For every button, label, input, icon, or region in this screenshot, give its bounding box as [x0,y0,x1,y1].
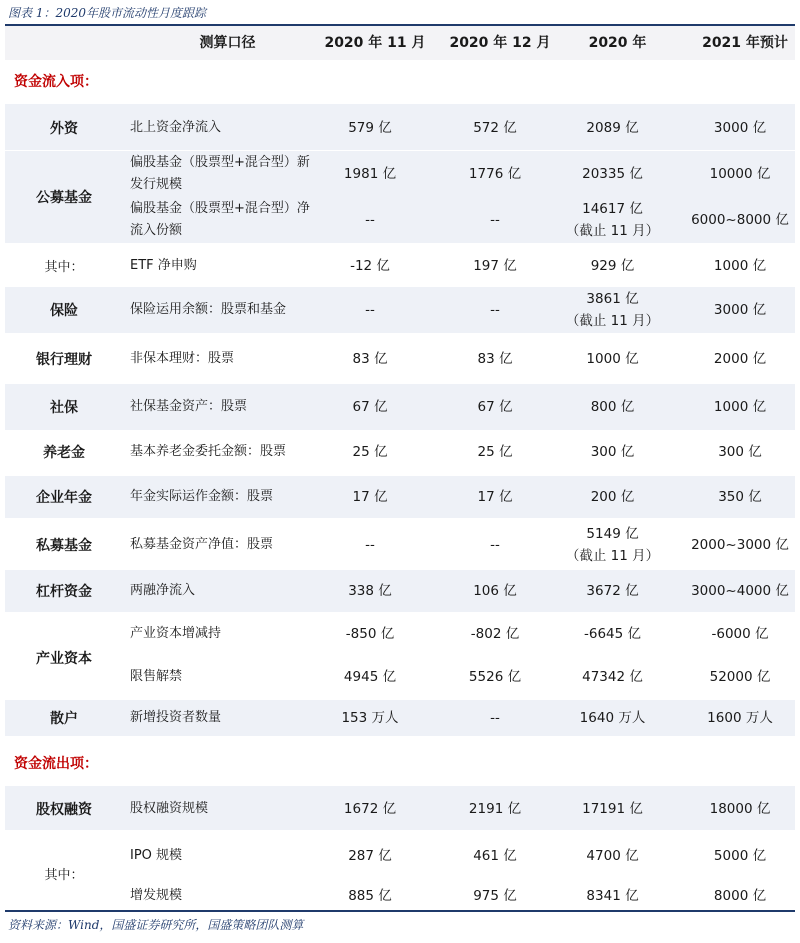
category-label: 社保 [50,400,78,416]
source-note: 资料来源：Wind，国盛证券研究所，国盛策略团队测算 [8,918,304,932]
value-year-note: （截止 11 月） [565,548,660,564]
table-caption: 图表 1：2020年股市流动性月度跟踪 [8,6,206,20]
value-nov: -850 亿 [345,626,395,642]
value-nov: 25 亿 [352,444,388,460]
metric-label: 偏股基金（股票型+混合型）新发行规模 [130,155,310,192]
value-nov: -12 亿 [350,258,390,274]
value-year: 3672 亿 [586,583,639,599]
value-year: 4700 亿 [586,848,639,864]
metric-label: 非保本理财：股票 [130,351,235,366]
value-year: 8341 亿 [586,888,639,904]
metric-label: 限售解禁 [130,669,183,684]
value-forecast: 3000 亿 [713,120,767,136]
value-dec: 83 亿 [477,351,513,367]
value-dec: 67 亿 [477,399,513,415]
category-label: 外资 [50,121,78,137]
value-dec: 572 亿 [473,120,517,136]
category-label: 产业资本 [36,651,92,667]
category-label: 散户 [50,711,78,727]
header-year-2020: 2020 年 [588,35,647,51]
value-year: 1640 万人 [579,710,646,726]
value-nov: 1672 亿 [343,801,397,817]
value-year-main: 5149 亿 [586,526,639,542]
metric-label: 偏股基金（股票型+混合型）净流入份额 [130,201,310,238]
value-forecast: 300 亿 [718,444,762,460]
value-year: 800 亿 [590,399,635,415]
value-year: 20335 亿 [582,166,643,182]
value-nov: 153 万人 [341,710,399,726]
value-forecast: 10000 亿 [709,166,771,182]
category-label: 保险 [50,303,78,319]
value-year-note: （截止 11 月） [565,223,660,239]
header-dec-2020: 2020 年 12 月 [449,35,551,51]
category-label: 银行理财 [36,352,92,368]
value-year: -6645 亿 [583,626,642,642]
value-dec: 975 亿 [473,888,517,904]
value-year [555,523,670,567]
value-dec: 461 亿 [473,848,517,864]
value-nov: -- [365,537,375,553]
value-forecast: 350 亿 [718,489,762,505]
metric-label: 增发规模 [130,888,183,903]
value-forecast: 1600 万人 [707,710,773,726]
header-forecast-2021: 2021 年预计 [702,35,788,51]
value-dec: 25 亿 [477,444,513,460]
category-label: 私募基金 [36,538,92,554]
value-year-main: 14617 亿 [582,201,643,217]
value-dec: 197 亿 [473,258,517,274]
inflow-section-title: 资金流入项： [14,74,98,90]
value-nov: 885 亿 [348,888,392,904]
metric-label: 股权融资规模 [130,801,209,816]
category-label: 企业年金 [36,490,92,506]
value-year [555,288,670,332]
value-year-note: （截止 11 月） [565,313,660,329]
metric-label: 社保基金资产：股票 [130,399,248,414]
metric-label: 基本养老金委托金额：股票 [130,444,287,459]
value-dec: -- [490,710,500,726]
value-forecast: 52000 亿 [709,669,771,685]
value-year: 300 亿 [590,444,635,460]
value-nov: 4945 亿 [343,669,397,685]
value-nov: 579 亿 [348,120,392,136]
table-header [5,26,795,60]
category-label: 其中： [44,260,84,275]
value-nov: 83 亿 [352,351,388,367]
value-forecast: 1000 亿 [713,399,767,415]
metric-label: 保险运用余额：股票和基金 [130,302,287,317]
value-forecast: 2000 亿 [713,351,767,367]
value-dec: 106 亿 [473,583,517,599]
value-year-main: 3861 亿 [586,291,639,307]
value-year: 1000 亿 [586,351,639,367]
metric-label: 两融净流入 [130,583,196,598]
value-dec: -- [490,537,500,553]
value-dec: 5526 亿 [468,669,522,685]
value-dec: -- [490,212,500,228]
value-year: 200 亿 [590,489,635,505]
category-label: 公募基金 [36,190,92,206]
value-dec: 17 亿 [477,489,513,505]
value-nov: 1981 亿 [343,166,397,182]
category-label: 股权融资 [36,802,92,818]
metric-label: 产业资本增减持 [130,626,222,641]
value-dec: 1776 亿 [468,166,522,182]
metric-label: 年金实际运作金额：股票 [130,489,274,504]
value-forecast: -6000 亿 [711,626,769,642]
bottom-rule [5,910,795,912]
value-forecast: 3000 亿 [713,302,767,318]
value-nov: 287 亿 [348,848,392,864]
value-year: 929 亿 [590,258,635,274]
metric-label: 北上资金净流入 [130,120,222,135]
header-nov-2020: 2020 年 11 月 [324,35,426,51]
outflow-section-title: 资金流出项： [14,756,98,772]
value-year: 2089 亿 [586,120,639,136]
value-dec: -- [490,302,500,318]
value-dec: -802 亿 [470,626,520,642]
value-forecast: 6000~8000 亿 [691,212,789,228]
category-label: 养老金 [43,445,85,461]
value-nov: 17 亿 [352,489,388,505]
value-forecast: 2000~3000 亿 [691,537,789,553]
value-year: 17191 亿 [582,801,643,817]
metric-label: ETF 净申购 [130,258,197,273]
value-nov: 67 亿 [352,399,388,415]
value-forecast: 18000 亿 [709,801,771,817]
value-nov: 338 亿 [348,583,392,599]
metric-label: 新增投资者数量 [130,710,222,725]
metric-label: IPO 规模 [130,848,183,863]
category-label: 杠杆资金 [36,584,92,600]
value-forecast: 3000~4000 亿 [691,583,789,599]
metric-label: 私募基金资产净值：股票 [130,537,274,552]
value-year [555,198,670,242]
value-nov: -- [365,302,375,318]
category-label: 其中： [44,868,84,883]
value-forecast: 8000 亿 [713,888,767,904]
value-forecast: 1000 亿 [713,258,767,274]
value-dec: 2191 亿 [468,801,522,817]
value-nov: -- [365,212,375,228]
value-year: 47342 亿 [582,669,643,685]
header-metric: 测算口径 [199,35,256,51]
value-forecast: 5000 亿 [713,848,767,864]
